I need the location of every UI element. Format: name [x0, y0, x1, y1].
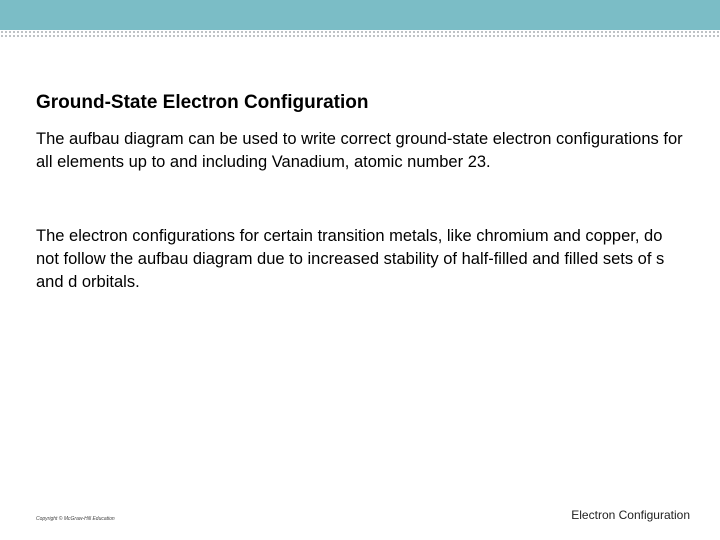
body-paragraph-exceptions: The electron configurations for certain transition metals, like chromium and copper, do not follow the aufbau diagram due to increased stability of half-filled and filled sets of s and d orbitals. — [36, 227, 665, 291]
copyright-notice: Copyright © McGraw-Hill Education — [36, 516, 115, 522]
header-dot-pattern — [0, 30, 720, 38]
header-accent-band — [0, 0, 720, 30]
footer-section-title: Electron Configuration — [571, 508, 690, 522]
body-paragraph-aufbau: The aufbau diagram can be used to write correct ground-state electron configurations for all elements up to and including Vanadium, atomic number 23. — [36, 130, 683, 171]
slide-title: Ground-State Electron Configuration — [36, 92, 369, 113]
